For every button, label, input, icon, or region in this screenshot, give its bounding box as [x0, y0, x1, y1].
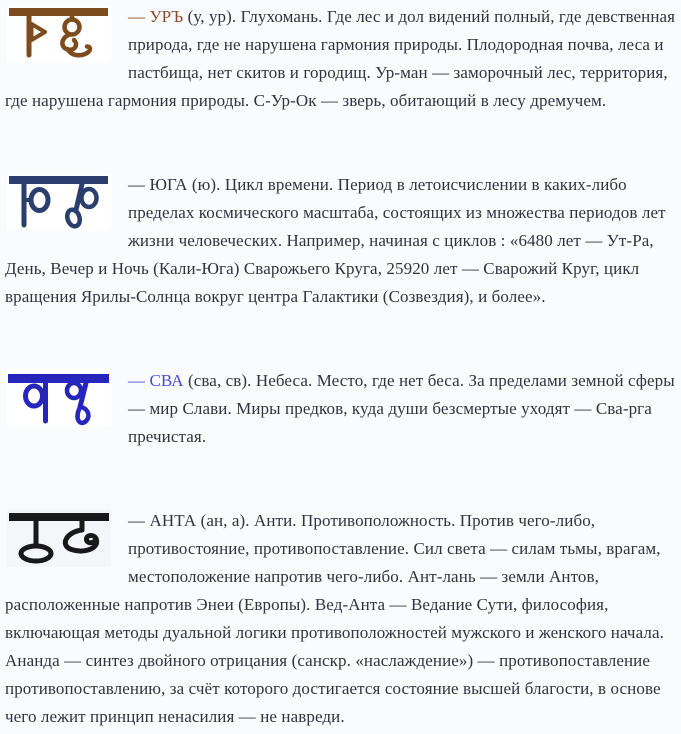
yuga-rune-icon	[7, 173, 111, 231]
anta-rune-icon	[7, 509, 111, 567]
glossary-entry-yuga	[5, 171, 679, 311]
term-link-сва[interactable]: — СВА	[128, 371, 184, 390]
ur-rune-image	[7, 5, 111, 63]
entry-text-run: (у, ур). Глухомань. Где лес и дол видений полный, где девственная природа, где не нарушена гармония природы. Плодородная почва, леса и пастбища, нет скитов и городищ. Ур-ман — заморочный лес, территория, где нарушена гармония природы. С-Ур-Ок — зверь, обитающий в лесу дремучем.	[5, 7, 676, 110]
entry-text-run: Ананда — синтез двойного отрицания (санскр. «наслаждение») — противопоставление противопоставлению, за счёт которого достигается состояние высшей благости, в основе чего лежит принцип ненасилия — не навреди.	[5, 651, 661, 726]
ur-rune-icon	[7, 5, 111, 63]
yuga-rune-image	[7, 173, 111, 231]
entry-text-run: — АНТА (ан, а). Анти. Противоположность. Против чего-либо, противостояние, противопоставление. Сил света — силам тьмы, врагам, местоположение напротив чего-либо. Ант-лань — земли Антов, расположенные напротив Энеи (Европы). Вед-Анта — Ведание Сути, философия, включающая методы дуальной логики противоположностей мужского и женского начала.	[5, 511, 664, 642]
sva-rune-icon	[7, 369, 111, 427]
sva-rune-image	[7, 369, 111, 427]
glossary-entry-sva	[5, 367, 679, 451]
glossary-entry-ur	[5, 3, 679, 115]
glossary-entry-anta	[5, 507, 679, 731]
anta-rune-image	[7, 509, 111, 567]
entry-text-run: (сва, св). Небеса. Место, где нет беса. За пределами земной сферы — мир Слави. Миры предков, куда души безсмертые уходят — Сва-рга пречистая.	[128, 371, 675, 446]
entry-text-run: — ЮГА (ю). Цикл времени. Период в летоисчислении в каких-либо пределах космического масштаба, состоящих из множества периодов лет жизни человеческих. Например, начиная с циклов : «6480 лет — Ут-Ра, День, Вечер и Ночь (Кали-Юга) Сварожьего Круга, 25920 лет — Сварожий Круг, цикл вращения Ярилы-Солнца вокруг центра Галактики (Созвездия), и более».	[5, 175, 666, 306]
term-link-уръ[interactable]: — УРЪ	[128, 7, 184, 26]
